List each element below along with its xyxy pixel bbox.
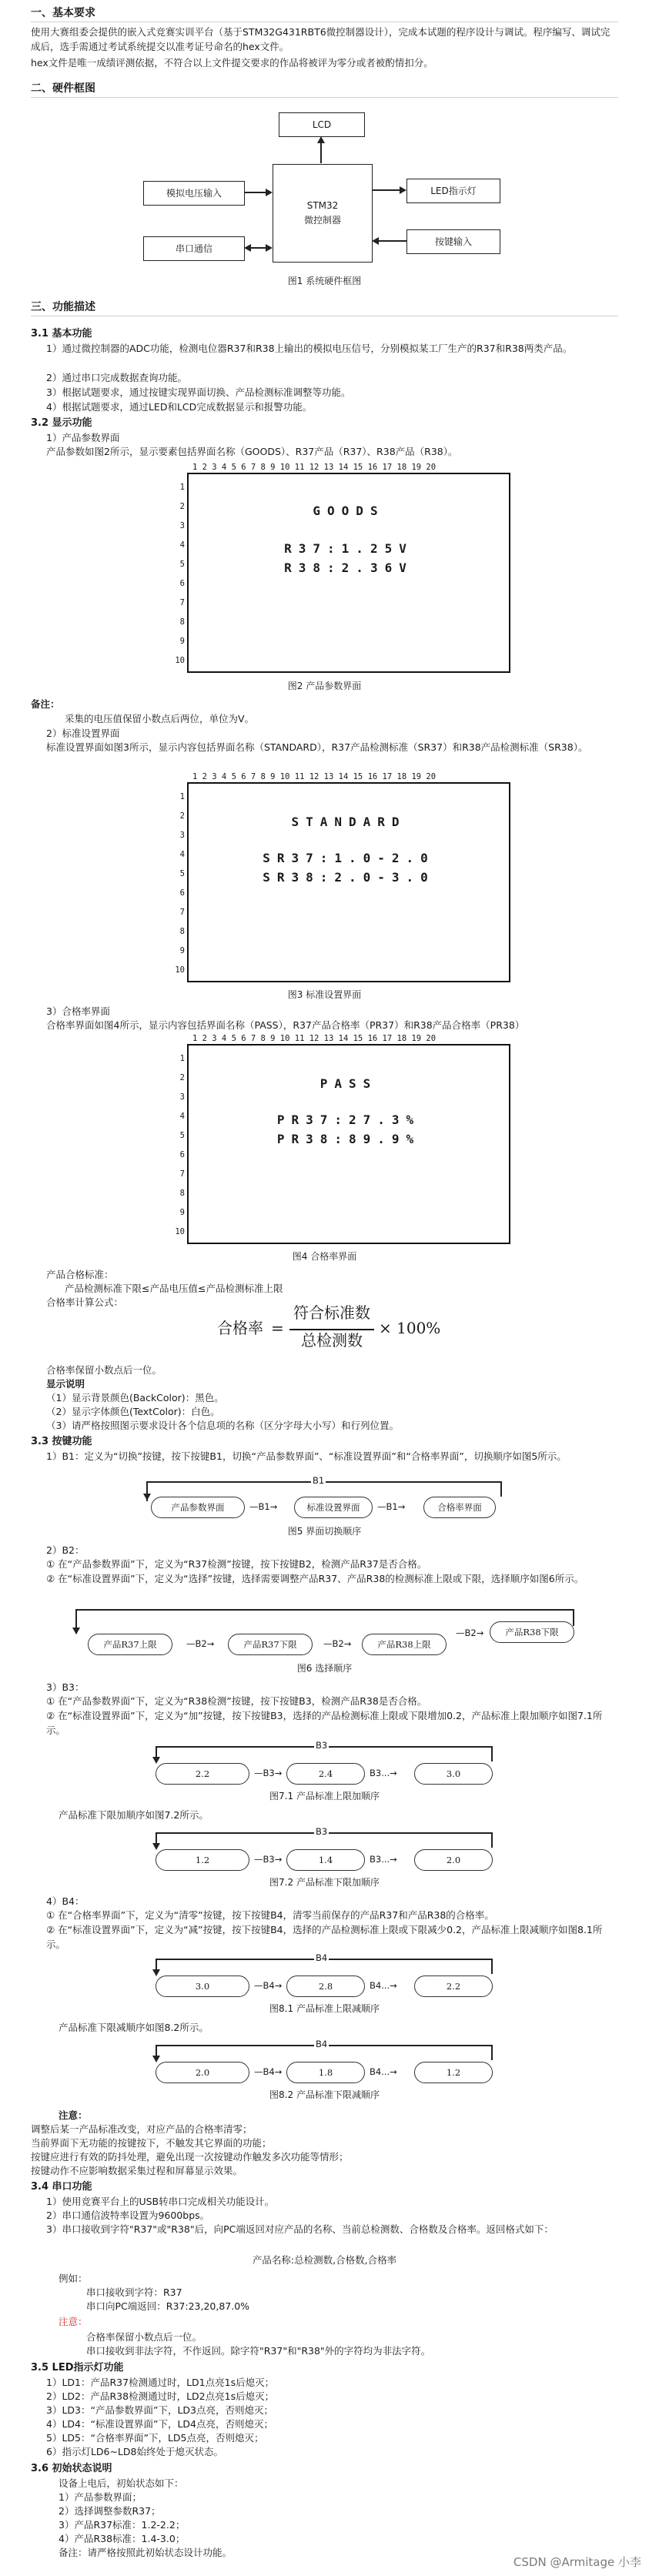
arrow-head	[152, 1969, 160, 1976]
node-value-3: 2.0	[414, 1849, 493, 1871]
s35-title: 3.5 LED指示灯功能	[31, 2362, 124, 2374]
arrow-head	[72, 1628, 80, 1634]
loop-key-label: B3	[314, 1738, 329, 1753]
uart-block: 串口通信	[143, 236, 245, 261]
s33-title: 3.3 按键功能	[31, 1436, 92, 1447]
row-number: 4	[179, 850, 185, 859]
lcd-line-title: STANDARD	[291, 815, 406, 829]
arrow-head	[152, 2056, 160, 2062]
figure72-caption: 图7.2 产品标准下限加顺序	[269, 1877, 380, 1888]
arrow-head	[244, 244, 251, 252]
rate-formula-title: 合格率计算公式：	[46, 1296, 124, 1308]
row-number: 1	[179, 1054, 185, 1063]
b2-desc-1: ① 在“产品参数界面”下，定义为“R37检测”按键，按下按键B2，检测产品R37是否合格。	[46, 1558, 427, 1570]
arrow-line	[251, 247, 266, 249]
uart-note-1: 合格率保留小数点后一位。	[86, 2331, 202, 2343]
row-number: 9	[179, 1208, 185, 1217]
init-item-4: 4）产品R38标准：1.4-3.0；	[59, 2533, 186, 2544]
b3-desc-2: ② 在“标准设置界面”下，定义为“加”按键，按下按键B3，选择的产品检测标准上限或下限增加0.2，产品标准上限加顺序如图7.1所示。	[46, 1710, 603, 1736]
transition-label: B4...→	[368, 2065, 399, 2079]
transition-label: B3...→	[368, 1852, 399, 1867]
transition-label: —B2→	[454, 1626, 485, 1641]
display-note-2: （2）显示字体颜色(TextColor)：白色。	[46, 1406, 220, 1417]
arrow-head	[152, 1757, 160, 1764]
led-item-1: 1）LD1：产品R37检测通过时，LD1点亮1s后熄灭；	[46, 2377, 275, 2388]
uart-example-1: 串口接收到字符：R37	[86, 2287, 182, 2298]
row-number: 8	[179, 617, 185, 627]
formula-lhs: 合格率	[217, 1319, 263, 1337]
arrow-head	[152, 1843, 160, 1850]
uart-note-2: 串口接收到非法字符，不作返回。除字符"R37"和"R38"外的字符均为非法字符。	[86, 2345, 431, 2357]
row-number: 2	[179, 502, 185, 511]
row-number: 8	[179, 1189, 185, 1198]
node-goods: 产品参数界面	[151, 1497, 245, 1518]
b4-desc-2: ② 在“标准设置界面”下，定义为“减”按键，按下按键B4，选择的产品检测标准上限或下限减少0.2，产品标准上限减顺序如图8.1所示。	[46, 1924, 603, 1950]
formula-eq: =	[271, 1319, 284, 1337]
display-notes-title: 显示说明	[46, 1378, 85, 1390]
lcd-screen	[187, 782, 510, 982]
loop-key-label: B1	[311, 1474, 326, 1488]
row-number: 3	[179, 521, 185, 530]
transition-label: —B2→	[322, 1637, 353, 1651]
row-number: 5	[179, 869, 185, 878]
node-standard: 标准设置界面	[294, 1497, 373, 1518]
loop-line	[573, 1609, 574, 1626]
key-input-block: 按键输入	[406, 229, 500, 254]
note-text: 采集的电压值保留小数点后两位，单位为V。	[65, 713, 255, 724]
uart-example-2: 串口向PC端返回：R37:23,20,87.0%	[86, 2300, 250, 2312]
arrow-head	[317, 136, 325, 143]
lower-add-desc: 产品标准下限加顺序如图7.2所示。	[59, 1809, 209, 1821]
led-item-3: 3）LD3：“产品参数界面”下，LD3点亮，否则熄灭；	[46, 2404, 273, 2416]
section-hardware-title: 二、硬件框图	[31, 82, 95, 95]
arrow-line	[372, 189, 400, 191]
node-r37-upper: 产品R37上限	[88, 1634, 172, 1655]
loop-line	[500, 1481, 502, 1497]
init-remark: 备注：请严格按照此初始状态设计功能。	[59, 2547, 233, 2558]
led-block: LED指示灯	[406, 179, 500, 203]
row-number: 7	[179, 1169, 185, 1179]
loop-line	[491, 1959, 493, 1974]
transition-label: —B2→	[185, 1637, 216, 1651]
uart-item-2: 2）串口通信波特率设置为9600bps。	[46, 2210, 210, 2221]
row-number: 5	[179, 1131, 185, 1140]
row-number: 10	[175, 965, 185, 975]
display-note-3: （3）请严格按照图示要求设计各个信息项的名称（区分字母大小写）和行列位置。	[46, 1420, 399, 1431]
row-number: 9	[179, 946, 185, 955]
formula-numerator: 符合标准数	[293, 1303, 370, 1322]
uart-note-title: 注意：	[59, 2316, 88, 2327]
led-item-6: 6）指示灯LD6~LD8始终处于熄灭状态。	[46, 2446, 224, 2457]
arrow-head	[372, 237, 379, 245]
loop-line	[75, 1609, 573, 1611]
loop-key-label: B4	[314, 2037, 329, 2052]
transition-label: —B1→	[376, 1500, 406, 1514]
display-note-1: （1）显示背景颜色(BackColor)：黑色。	[46, 1392, 224, 1403]
divider	[31, 97, 618, 98]
init-item-2: 2）选择调整参数R37；	[59, 2505, 161, 2517]
node-value-1: 1.2	[156, 1849, 249, 1871]
node-r37-lower: 产品R37下限	[228, 1634, 313, 1655]
transition-label: —B3→	[253, 1852, 283, 1867]
s31-item-1: 1）通过微控制器的ADC功能，检测电位器R37和R38上输出的模拟电压信号，分别模拟某工厂生产的R37和R38两类产品。	[46, 343, 573, 354]
section-function-title: 三、功能描述	[31, 301, 95, 313]
basic-paragraph-1: 使用大赛组委会提供的嵌入式竞赛实训平台（基于STM32G431RBT6微控制器设计），完成本试题的程序设计与调试。程序编写、调试完成后，选手需通过考试系统提交以准考证号命名的hex文件。	[31, 26, 611, 52]
node-value-2: 1.4	[286, 1849, 365, 1871]
transition-label: —B4→	[253, 2065, 283, 2079]
init-item-1: 1）产品参数界面；	[59, 2491, 142, 2503]
init-intro: 设备上电后，初始状态如下：	[59, 2477, 184, 2489]
s32-item-1-desc: 产品参数如图2所示，显示要素包括界面名称（GOODS）、R37产品（R37）、R38产品（R38）。	[46, 446, 458, 457]
row-number: 10	[175, 1227, 185, 1236]
keys-note-2: 当前界面下无功能的按键按下，不触发其它界面的功能；	[31, 2137, 272, 2149]
keys-note-4: 按键动作不应影响数据采集过程和屏幕显示效果。	[31, 2165, 243, 2176]
basic-paragraph-2: hex文件是唯一成绩评测依据，不符合以上文件提交要求的作品将被评为零分或者被酌情扣分。	[31, 57, 433, 69]
row-number: 6	[179, 888, 185, 898]
lcd-figure-pass	[174, 1032, 513, 1247]
loop-line	[491, 1832, 493, 1848]
transition-label: —B3→	[253, 1766, 283, 1781]
led-item-4: 4）LD4：“标准设置界面”下，LD4点亮，否则熄灭；	[46, 2418, 273, 2430]
loop-key-label: B3	[314, 1825, 329, 1839]
column-numbers: 1 2 3 4 5 6 7 8 9 10 11 12 13 14 15 16 17 18 19 20	[192, 1034, 437, 1043]
row-number: 3	[179, 831, 185, 840]
lcd-screen	[187, 473, 510, 673]
s32-item-1: 1）产品参数界面	[46, 432, 120, 443]
arrow-head	[266, 189, 273, 196]
lcd-line-pr38: PR38:89.9%	[276, 1132, 421, 1146]
lcd-line-r37: R37:1.25V	[284, 541, 413, 556]
uart-example-title: 例如：	[59, 2273, 88, 2284]
loop-line	[491, 2045, 493, 2060]
lcd-figure-goods	[174, 460, 513, 676]
lcd-line-sr38: SR38:2.0-3.0	[263, 870, 435, 885]
loop-key-label: B4	[314, 1951, 329, 1965]
row-number: 1	[179, 792, 185, 801]
row-number: 6	[179, 1150, 185, 1159]
figure6-caption: 图6 选择顺序	[296, 1663, 353, 1674]
row-number: 2	[179, 811, 185, 821]
s31-item-3: 3）根据试题要求，通过按键实现界面切换、产品检测标准调整等功能。	[46, 386, 351, 398]
row-number: 1	[179, 483, 185, 492]
row-number: 2	[179, 1073, 185, 1082]
s31-item-4: 4）根据试题要求，通过LED和LCD完成数据显示和报警功能。	[46, 401, 313, 413]
b2-head: 2）B2：	[46, 1544, 85, 1556]
b4-desc-1: ① 在“合格率界面”下，定义为“清零”按键，按下按键B4，清零当前保存的产品R37和产品R38的合格率。	[46, 1909, 494, 1921]
node-value-1: 3.0	[156, 1975, 249, 1997]
b2-desc-2: ② 在“标准设置界面”下，定义为“选择”按键，选择需要调整产品R37、产品R38的检测标准上限或下限，选择顺序如图6所示。	[46, 1573, 584, 1584]
mcu-block: STM32 微控制器	[273, 164, 373, 263]
arrow-line	[379, 240, 406, 242]
led-item-2: 2）LD2：产品R38检测通过时，LD2点亮1s后熄灭；	[46, 2390, 275, 2402]
lcd-line-sr37: SR37:1.0-2.0	[263, 851, 435, 865]
node-value-1: 2.2	[156, 1763, 249, 1785]
s32-item-2: 2）标准设置界面	[46, 728, 120, 739]
column-numbers: 1 2 3 4 5 6 7 8 9 10 11 12 13 14 15 16 17 18 19 20	[192, 463, 437, 472]
figure5-caption: 图5 界面切换顺序	[287, 1526, 362, 1537]
figure3-caption: 图3 标准设置界面	[287, 989, 362, 1000]
row-number: 4	[179, 1112, 185, 1121]
b3-head: 3）B3：	[46, 1681, 85, 1693]
arrow-head	[143, 1494, 151, 1500]
node-value-3: 3.0	[414, 1763, 493, 1785]
s34-title: 3.4 串口功能	[31, 2181, 92, 2193]
loop-line	[491, 1746, 493, 1761]
lcd-block: LCD	[279, 112, 365, 137]
node-value-2: 2.8	[286, 1975, 365, 1997]
s36-title: 3.6 初始状态说明	[31, 2463, 112, 2474]
rate-note: 合格率保留小数点后一位。	[46, 1364, 162, 1376]
lcd-line-r38: R38:2.36V	[284, 560, 413, 575]
figure71-caption: 图7.1 产品标准上限加顺序	[269, 1791, 380, 1802]
fraction-bar	[289, 1329, 374, 1330]
figure2-caption: 图2 产品参数界面	[287, 681, 362, 691]
note-title: 备注：	[31, 698, 60, 710]
uart-format: 产品名称:总检测数,合格数,合格率	[252, 2254, 397, 2266]
pass-standard-title: 产品合格标准：	[46, 1269, 114, 1280]
column-numbers: 1 2 3 4 5 6 7 8 9 10 11 12 13 14 15 16 17 18 19 20	[192, 772, 437, 781]
node-r38-lower: 产品R38下限	[490, 1621, 574, 1643]
arrow-line	[320, 143, 322, 163]
figure4-caption: 图4 合格率界面	[292, 1251, 357, 1262]
b1-desc: 1）B1：定义为“切换”按键，按下按键B1，切换“产品参数界面”、“标准设置界面”和“合格率界面”，切换顺序如图5所示。	[46, 1450, 567, 1462]
node-value-1: 2.0	[156, 2062, 249, 2083]
row-number: 7	[179, 908, 185, 917]
lcd-line-title: PASS	[319, 1076, 378, 1091]
s31-title: 3.1 基本功能	[31, 328, 92, 340]
transition-label: —B1→	[248, 1500, 279, 1514]
b4-head: 4）B4：	[46, 1895, 85, 1907]
s31-item-2: 2）通过串口完成数据查询功能。	[46, 372, 187, 383]
row-number: 8	[179, 927, 185, 936]
figure82-caption: 图8.2 产品标准下限减顺序	[269, 2089, 380, 2100]
s32-item-3-desc: 合格率界面如图4所示，显示内容包括界面名称（PASS），R37产品合格率（PR37）和R38产品合格率（PR38）	[46, 1019, 525, 1031]
pass-standard-rule: 产品检测标准下限≤产品电压值≤产品检测标准上限	[65, 1283, 283, 1294]
node-pass: 合格率界面	[423, 1497, 496, 1518]
row-number: 3	[179, 1092, 185, 1102]
row-number: 6	[179, 579, 185, 588]
lcd-figure-standard	[174, 770, 513, 985]
lcd-line-pr37: PR37:27.3%	[276, 1112, 421, 1127]
uart-item-1: 1）使用竞赛平台上的USB转串口完成相关功能设计。	[46, 2196, 275, 2207]
s32-title: 3.2 显示功能	[31, 417, 92, 429]
keys-note-title: 注意：	[59, 2109, 88, 2121]
node-value-2: 1.8	[286, 2062, 365, 2083]
figure1-caption: 图1 系统硬件框图	[287, 276, 362, 286]
row-number: 7	[179, 598, 185, 607]
arrow-line	[244, 192, 266, 193]
formula-denominator: 总检测数	[301, 1331, 363, 1350]
transition-label: B4...→	[368, 1979, 399, 1993]
keys-note-1: 调整后某一产品标准改变，对应产品的合格率清零；	[31, 2123, 253, 2135]
init-item-3: 3）产品R37标准：1.2-2.2；	[59, 2519, 186, 2531]
led-item-5: 5）LD5：“合格率界面”下，LD5点亮，否则熄灭；	[46, 2432, 264, 2444]
row-number: 4	[179, 540, 185, 550]
node-value-3: 1.2	[414, 2062, 493, 2083]
node-r38-upper: 产品R38上限	[362, 1634, 447, 1655]
row-number: 5	[179, 560, 185, 569]
arrow-head	[266, 244, 273, 252]
node-value-3: 2.2	[414, 1975, 493, 1997]
row-number: 10	[175, 656, 185, 665]
transition-label: B3...→	[368, 1766, 399, 1781]
adc-input-block: 模拟电压输入	[143, 181, 245, 206]
s32-item-2-desc: 标准设置界面如图3所示，显示内容包括界面名称（STANDARD），R37产品检测标准（SR37）和R38产品检测标准（SR38）。	[46, 741, 588, 753]
transition-label: —B4→	[253, 1979, 283, 1993]
uart-item-3: 3）串口接收到字符"R37"或"R38"后，向PC端返回对应产品的名称、当前总检测数、合格数及合格率。返回格式如下：	[46, 2223, 554, 2235]
formula-multiplier: × 100%	[379, 1319, 441, 1337]
s32-item-3: 3）合格率界面	[46, 1005, 110, 1017]
arrow-head	[400, 186, 406, 194]
section-basic-title: 一、基本要求	[31, 7, 95, 19]
node-value-2: 2.4	[286, 1763, 365, 1785]
figure81-caption: 图8.1 产品标准上限减顺序	[269, 2003, 380, 2014]
lower-sub-desc: 产品标准下限减顺序如图8.2所示。	[59, 2022, 209, 2033]
b3-desc-1: ① 在“产品参数界面”下，定义为“R38检测”按键，按下按键B3，检测产品R38是否合格。	[46, 1695, 427, 1707]
row-number: 9	[179, 637, 185, 646]
lcd-line-title: GOODS	[313, 503, 385, 518]
watermark: CSDN @Armitage 小李	[513, 2555, 641, 2569]
keys-note-3: 按键应进行有效的防抖处理，避免出现一次按键动作触发多次功能等情形；	[31, 2151, 349, 2163]
lcd-screen	[187, 1044, 510, 1244]
